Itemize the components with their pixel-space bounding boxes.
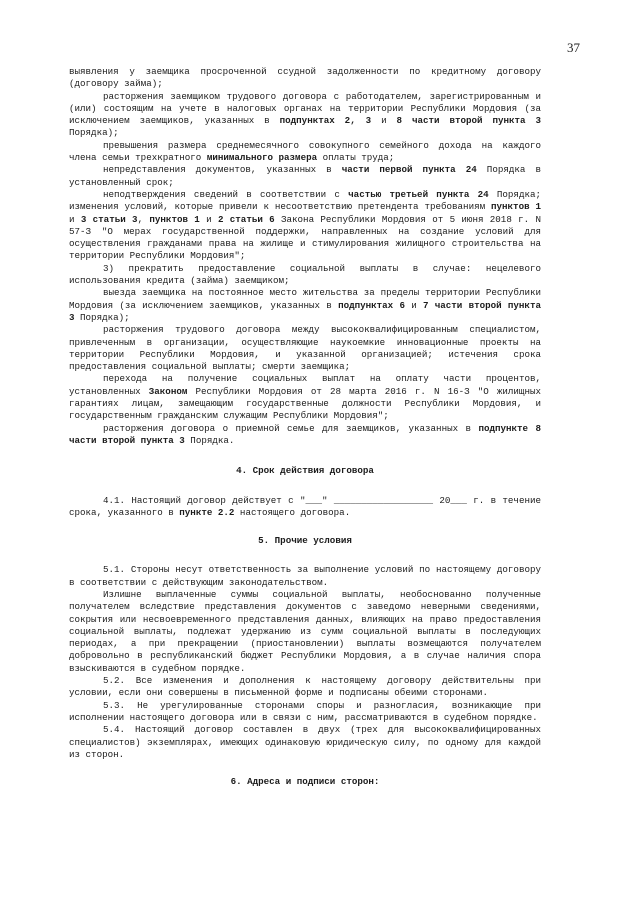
paragraph: перехода на получение социальных выплат на оплату части процентов, установленных Законом Республики Мордовия от 28 марта 2016 г. N 16-З "О жилищных гарантиях лицам, замещающим государственные должности Республики Мордовия, и государственным гражданским служащим Республики Мордовия";: [69, 373, 541, 422]
paragraph: расторжения трудового договора между высококвалифицированным специалистом, привлеченным в организации, осуществляющие наукоемкие инновационные проекты на территории Республики Мордовия, и указанной организацией; истечения срока предоставления социальной выплаты; смерти заемщика;: [69, 324, 541, 373]
paragraph: Излишне выплаченные суммы социальной выплаты, необоснованно полученные получателем вследствие представления документов с заведомо неверными сведениями, сокрытия или несвоевременного представления данных, влияющих на право предоставления социальной выплаты, подлежат удержанию из сумм социальной выплаты в последующих периодах, а при прекращении (приостановлении) выплаты возмещаются получателем добровольно в республиканский бюджет Республики Мордовия, а в случае наличия спора взыскиваются в судебном порядке.: [69, 588, 541, 674]
reference-link[interactable]: пунктов 1: [491, 201, 541, 213]
paragraph: 5.1. Стороны несут ответственность за выполнение условий по настоящему договору в соответствии с действующим законодательством.: [69, 564, 541, 588]
paragraph: неподтверждения сведений в соответствии с частью третьей пункта 24 Порядка; изменения условий, которые привели к несоответствию претендента требованиям пунктов 1 и 3 статьи 3, пунктов 1 и 2 статьи 6 Закона Республики Мордовия от 5 июня 2018 г. N 57-З "О мерах государственной поддержки, направленных на создание условий для осуществления гражданами права на жилище и стимулирования жилищного строительства на территории Республики Мордовия";: [69, 188, 541, 262]
paragraph: расторжения договора о приемной семье для заемщиков, указанных в подпункте 8 части второй пункта 3 Порядка.: [69, 422, 541, 446]
reference-link[interactable]: пункте 2.2: [179, 506, 235, 518]
reference-link[interactable]: 3 статьи 3: [80, 213, 138, 225]
paragraph: 5.3. Не урегулированные сторонами споры и разногласия, возникающие при исполнении настоящего договора или в связи с ним, рассматриваются в судебном порядке.: [69, 699, 541, 723]
paragraph: 3) прекратить предоставление социальной выплаты в случае: нецелевого использования кредита (займа) заемщиком;: [69, 262, 541, 287]
reference-link[interactable]: 2 статьи 6: [217, 213, 275, 225]
reference-link[interactable]: подпунктах 6: [338, 299, 405, 311]
reference-link[interactable]: 7 части второй пункта 3: [69, 299, 541, 323]
paragraph: непредставления документов, указанных в части первой пункта 24 Порядка в установленный срок;: [69, 164, 541, 188]
reference-link[interactable]: частью третьей пункта 24: [348, 188, 489, 200]
reference-link[interactable]: Законом: [148, 385, 188, 397]
section-heading: 6. Адреса и подписи сторон:: [230, 776, 380, 788]
section-heading: 4. Срок действия договора: [236, 465, 374, 477]
paragraph: выявления у заемщика просроченной ссудной задолженности по кредитному договору (договору займа);: [69, 66, 541, 90]
section-heading: 5. Прочие условия: [258, 535, 352, 547]
page-number: 37: [567, 40, 580, 55]
reference-link[interactable]: 8 части второй пункта 3: [396, 115, 541, 127]
reference-link[interactable]: подпунктах 2, 3: [279, 115, 372, 127]
paragraph: расторжения заемщиком трудового договора с работодателем, зарегистрированным и (или) состоящим на учете в налоговых органах на территории Республики Мордовия (за исключением заемщиков, указанных в подпунктах 2, 3 и 8 части второй пункта 3 Порядка);: [69, 90, 541, 139]
reference-link[interactable]: пунктов 1: [149, 213, 200, 225]
reference-link[interactable]: подпункте 8 части второй пункта 3: [69, 422, 541, 446]
paragraph: превышения размера среднемесячного совокупного семейного дохода на каждого члена семьи трехкратного минимального размера оплаты труда;: [69, 139, 541, 164]
reference-link[interactable]: части первой пункта 24: [341, 164, 477, 176]
paragraph: 5.2. Все изменения и дополнения к настоящему договору действительны при условии, если они совершены в письменной форме и подписаны обеими сторонами.: [69, 675, 541, 699]
paragraph: выезда заемщика на постоянное место жительства за пределы территории Республики Мордовия (за исключением заемщиков, указанных в подпунктах 6 и 7 части второй пункта 3 Порядка);: [69, 287, 541, 323]
document-body: [69, 66, 541, 788]
paragraph: 5.4. Настоящий договор составлен в двух (трех для высококвалифицированных специалистов) экземплярах, имеющих одинаковую юридическую силу, по одному для каждой из сторон.: [69, 724, 541, 760]
paragraph: 4.1. Настоящий договор действует с "___" __________________ 20___ г. в течение срока, указанного в пункте 2.2 настоящего договора.: [69, 494, 541, 518]
reference-link[interactable]: минимального размера: [206, 152, 318, 164]
